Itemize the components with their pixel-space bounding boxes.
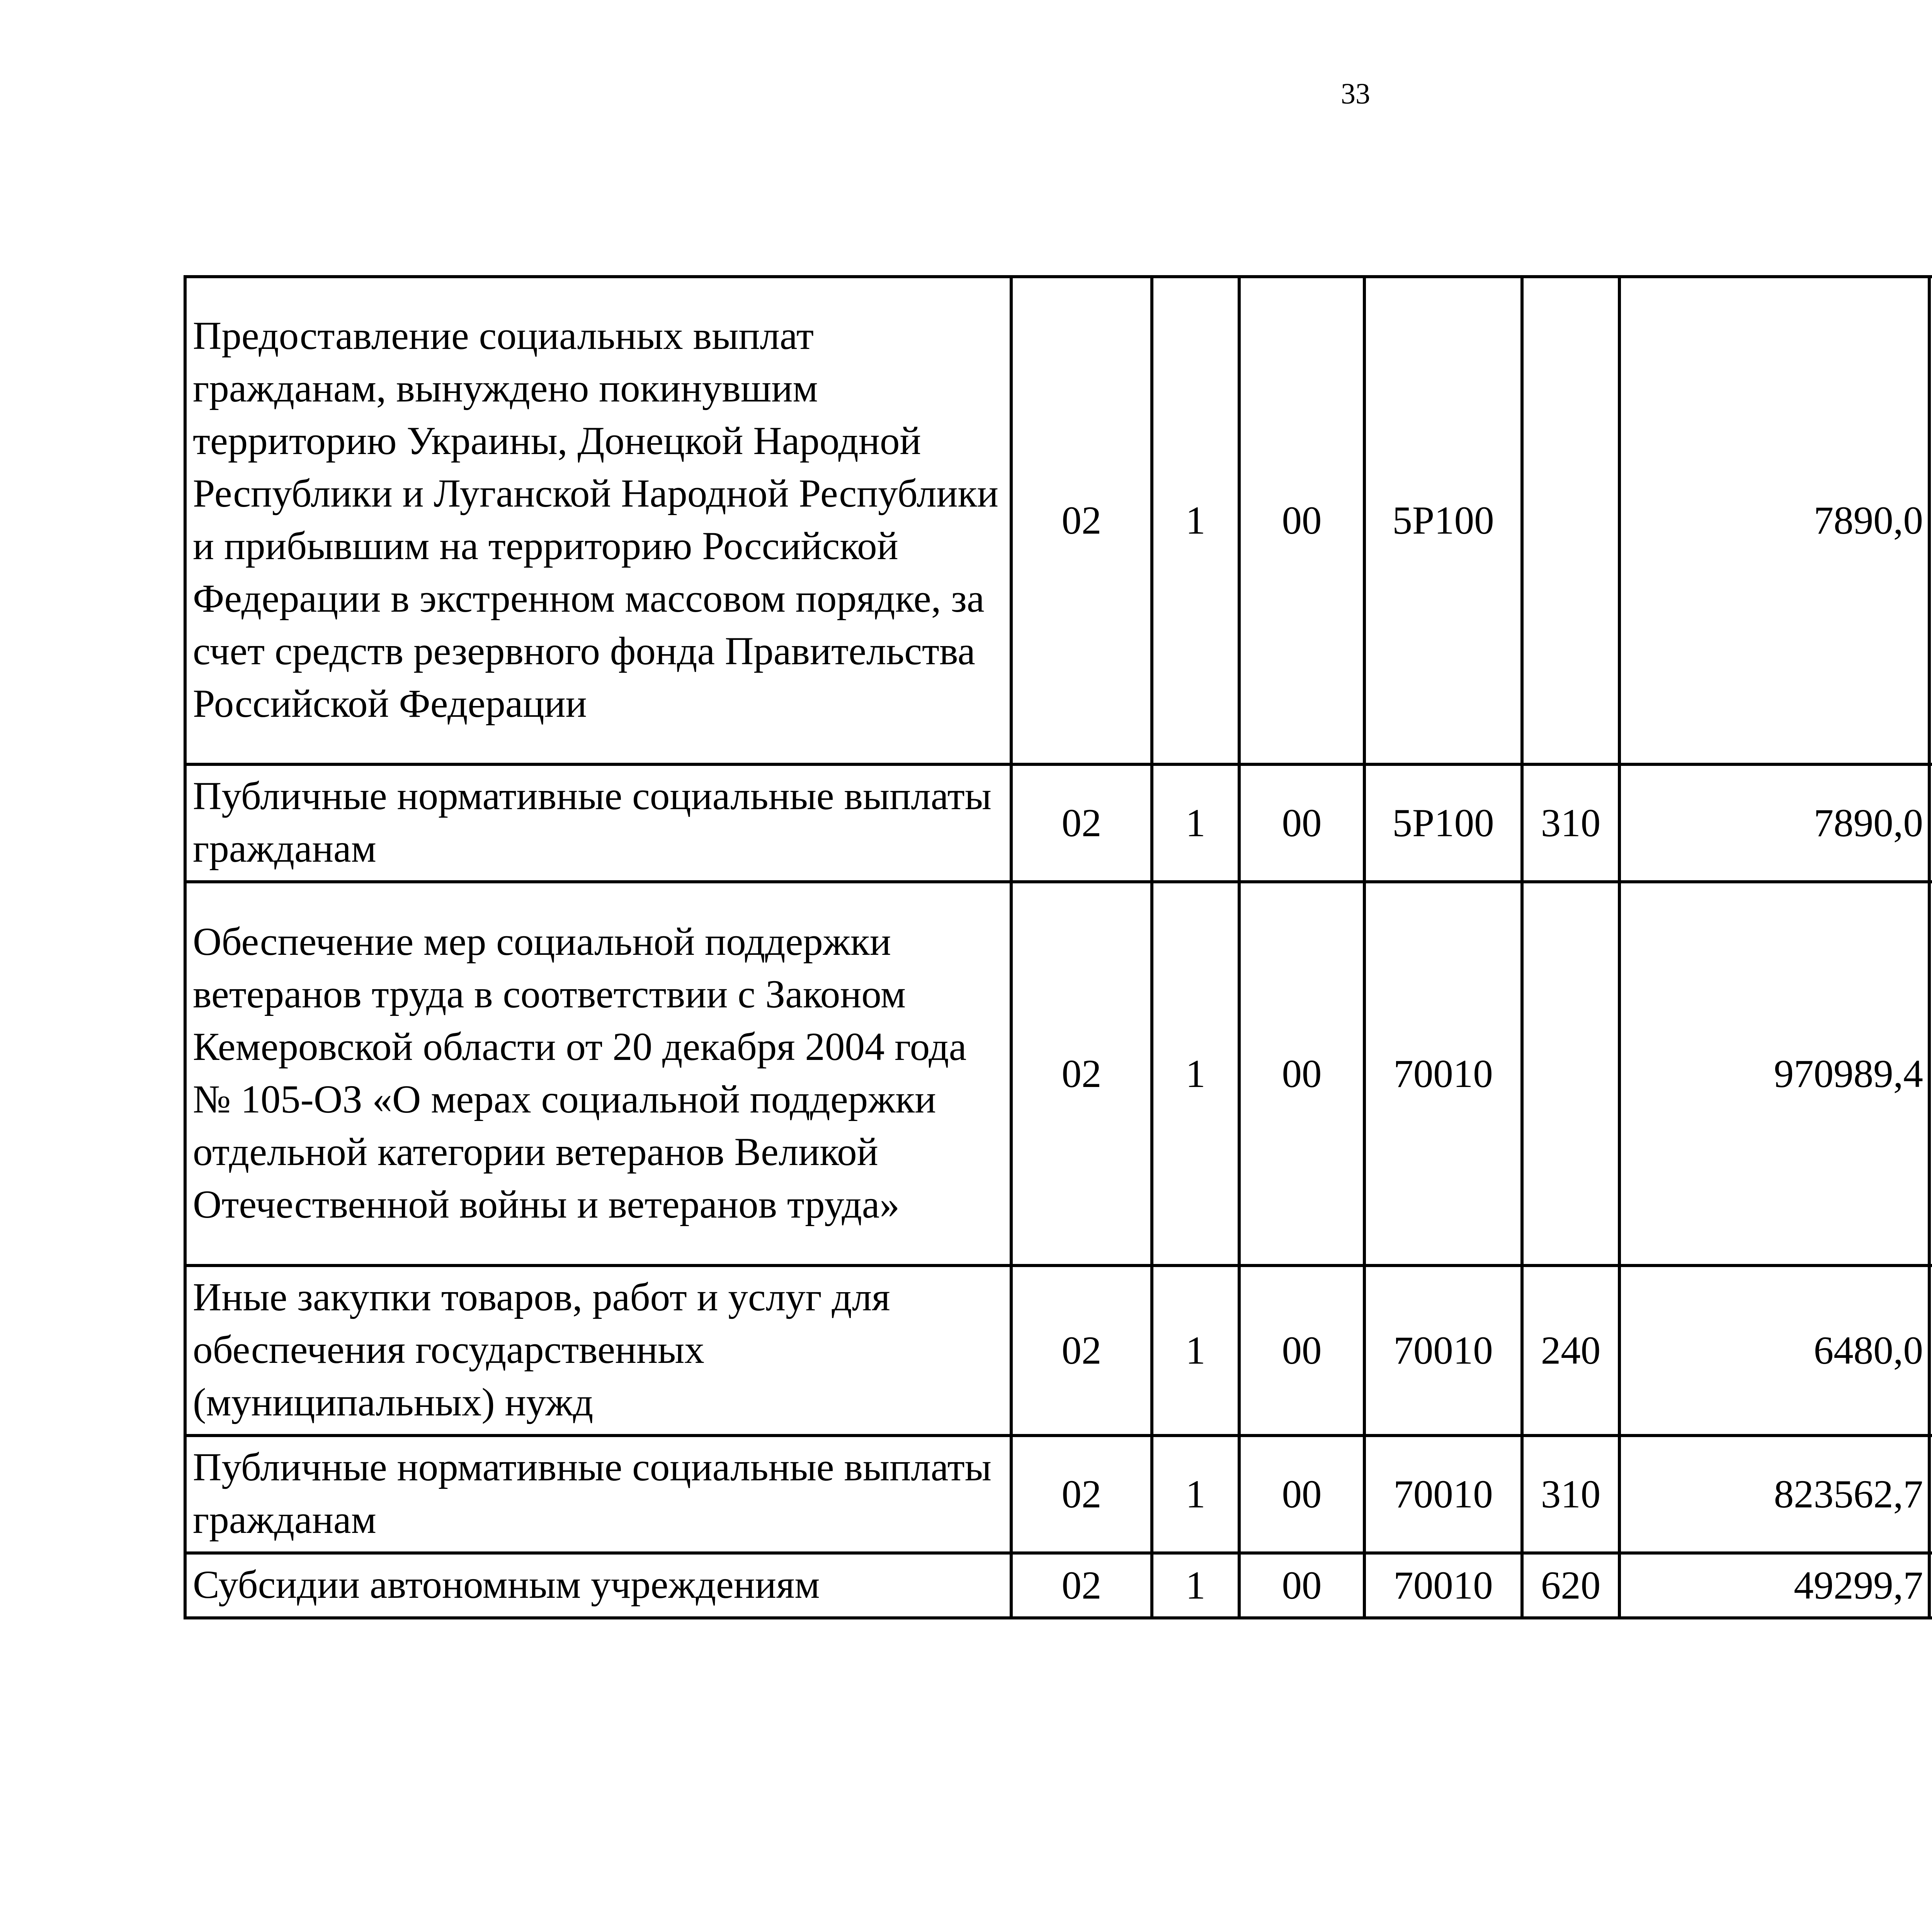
expense-type-code: 310 [1522, 764, 1619, 882]
amount-year-2 [1929, 1553, 1932, 1618]
amount-year-1: 6480,0 [1619, 1266, 1929, 1436]
program-code: 1 [1152, 1266, 1239, 1436]
page-number: 33 [1341, 78, 1370, 110]
amount-year-2 [1929, 277, 1932, 764]
table-row [185, 1436, 1932, 1553]
amount-year-1: 49299,7 [1619, 1553, 1929, 1618]
target-code: 70010 [1364, 882, 1522, 1266]
expense-type-code [1522, 277, 1619, 764]
target-code: 70010 [1364, 1553, 1522, 1618]
amount-year-1: 7890,0 [1619, 277, 1929, 764]
section-code: 02 [1011, 1436, 1152, 1553]
subprogram-code: 00 [1239, 1266, 1364, 1436]
table-row [185, 1553, 1932, 1618]
program-code: 1 [1152, 1436, 1239, 1553]
program-code: 1 [1152, 1553, 1239, 1618]
section-code: 02 [1011, 1266, 1152, 1436]
expense-type-code: 620 [1522, 1553, 1619, 1618]
expense-type-code: 240 [1522, 1266, 1619, 1436]
subprogram-code: 00 [1239, 277, 1364, 764]
section-code: 02 [1011, 764, 1152, 882]
table-row [185, 882, 1932, 1266]
row-name: Субсидии автономным учреждениям [185, 1553, 1011, 1618]
section-code: 02 [1011, 882, 1152, 1266]
subprogram-code: 00 [1239, 764, 1364, 882]
target-code: 5Р100 [1364, 277, 1522, 764]
subprogram-code: 00 [1239, 1436, 1364, 1553]
row-name: Публичные нормативные социальные выплаты гражданам [185, 1436, 1011, 1553]
amount-year-1: 7890,0 [1619, 764, 1929, 882]
target-code: 5Р100 [1364, 764, 1522, 882]
table-row [185, 764, 1932, 882]
expense-type-code: 310 [1522, 1436, 1619, 1553]
table-row [185, 277, 1932, 764]
row-name: Предоставление социальных выплат гражданам, вынуждено покинувшим территорию Украины, Донецкой Народной Республики и Луганской Народной Республики и прибывшим на территорию Российской Федерации в экстренном массовом порядке, за счет средств резервного фонда Правительства Российской Федерации [185, 277, 1011, 764]
amount-year-2 [1929, 764, 1932, 882]
section-code: 02 [1011, 277, 1152, 764]
target-code: 70010 [1364, 1266, 1522, 1436]
expense-type-code [1522, 882, 1619, 1266]
section-code: 02 [1011, 1553, 1152, 1618]
program-code: 1 [1152, 764, 1239, 882]
program-code: 1 [1152, 882, 1239, 1266]
amount-year-1: 970989,4 [1619, 882, 1929, 1266]
budget-table [184, 275, 1932, 1619]
row-name: Иные закупки товаров, работ и услуг для обеспечения государственных (муниципальных) нужд [185, 1266, 1011, 1436]
subprogram-code: 00 [1239, 882, 1364, 1266]
amount-year-1: 823562,7 [1619, 1436, 1929, 1553]
row-name: Обеспечение мер социальной поддержки ветеранов труда в соответствии с Законом Кемеровской области от 20 декабря 2004 года № 105-ОЗ «О мерах социальной поддержки отдельной категории ветеранов Великой Отечественной войны и ветеранов труда» [185, 882, 1011, 1266]
amount-year-2 [1929, 1266, 1932, 1436]
table-row [185, 1266, 1932, 1436]
program-code: 1 [1152, 277, 1239, 764]
amount-year-2 [1929, 1436, 1932, 1553]
subprogram-code: 00 [1239, 1553, 1364, 1618]
amount-year-2 [1929, 882, 1932, 1266]
row-name: Публичные нормативные социальные выплаты гражданам [185, 764, 1011, 882]
target-code: 70010 [1364, 1436, 1522, 1553]
